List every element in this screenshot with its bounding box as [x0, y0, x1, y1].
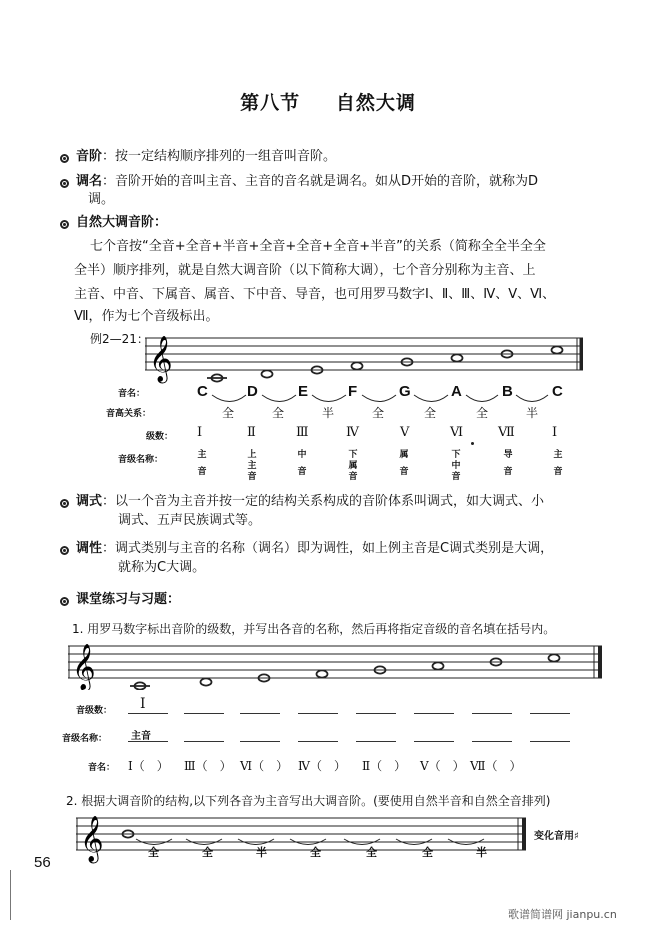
treble-clef-icon: 𝄞 — [149, 336, 173, 382]
bullet-icon — [60, 154, 69, 163]
degree-name: 中 音 — [297, 450, 307, 477]
degree: Ⅰ — [552, 425, 558, 440]
answer-line[interactable] — [298, 741, 338, 742]
note-name: E — [298, 383, 309, 400]
bullet-icon — [60, 220, 69, 229]
step-label: 半 — [322, 406, 335, 420]
label-degree: 音级数： — [76, 706, 113, 716]
step-label: 全 — [424, 406, 437, 420]
step-label: 半 — [526, 406, 539, 420]
answer-line[interactable] — [240, 741, 280, 742]
example-staff — [145, 334, 585, 384]
bracket-blank[interactable]: Ⅵ（ ） — [240, 759, 289, 773]
label-degree-name: 音级名称： — [62, 734, 108, 744]
treble-clef-icon: 𝄞 — [72, 644, 96, 690]
example-label: 例2—21： — [90, 332, 149, 346]
bullet-icon — [60, 179, 69, 188]
paragraph-line: 主音、中音、下属音、属音、下中音、导音，也可用罗马数字Ⅰ、Ⅱ、Ⅲ、Ⅳ、Ⅴ、Ⅵ、 — [74, 287, 556, 302]
answer-degree: Ⅰ — [140, 696, 146, 712]
bullet-icon — [60, 499, 69, 508]
scale-definition — [76, 148, 336, 166]
note-name: B — [502, 383, 513, 400]
section-title — [0, 88, 656, 115]
bullet-icon — [60, 546, 69, 555]
step-label: 全 — [310, 846, 321, 859]
watermark: 歌谱简谱网 jianpu.cn — [508, 908, 617, 921]
degree: Ⅴ — [400, 425, 410, 440]
answer-line[interactable] — [472, 741, 512, 742]
definition-line: ：调式类别与主音的名称（调名）即为调性，如上例主音是C调式类别是大调， — [102, 541, 554, 556]
label-note-name: 音名： — [88, 763, 116, 773]
degree: Ⅵ — [450, 425, 464, 440]
note-name: G — [399, 383, 411, 400]
answer-line[interactable] — [184, 713, 224, 714]
paragraph-line: Ⅶ，作为七个音级标出。 — [74, 309, 219, 324]
bracket-blank[interactable]: Ⅴ（ ） — [420, 759, 465, 773]
bracket-blank[interactable]: Ⅲ（ ） — [184, 759, 232, 773]
answer-line[interactable] — [530, 741, 570, 742]
question-2: 2. 根据大调音阶的结构,以下列各音为主音写出大调音阶。(要使用自然半音和自然全音排列) — [66, 794, 551, 808]
bullet-icon — [60, 597, 69, 606]
note-name: D — [247, 383, 258, 400]
section-name: 自然大调 — [335, 92, 416, 114]
note-f — [352, 362, 363, 369]
definition-line: ：音阶开始的音叫主音、主音的音名就是调名。如从D开始的音阶，就称为D — [102, 174, 539, 189]
step-label: 全 — [476, 406, 489, 420]
answer-line[interactable] — [356, 713, 396, 714]
degree-name: 主 音 — [197, 450, 207, 477]
exercise2-staff — [76, 812, 528, 868]
answer-degree-name: 主音 — [131, 731, 151, 742]
answer-line[interactable] — [414, 741, 454, 742]
answer-line[interactable] — [240, 713, 280, 714]
note-name: C — [552, 383, 563, 400]
step-label: 全 — [222, 406, 235, 420]
definition-line: ：以一个音为主音并按一定的结构关系构成的音阶体系叫调式，如大调式、小 — [102, 494, 545, 509]
tonality-definition-line2: 就称为C大调。 — [118, 560, 206, 575]
row-label-relation: 音高关系： — [106, 409, 152, 419]
step-label: 全 — [272, 406, 285, 420]
step-label: 全 — [366, 846, 377, 859]
definition: ：按一定结构顺序排列的一组音叫音阶。 — [102, 149, 337, 164]
degree-name: 属 音 — [399, 450, 409, 477]
step-label: 半 — [256, 846, 267, 859]
note-a — [452, 354, 463, 361]
degree-name: 下 中 音 — [451, 450, 461, 482]
note-name: C — [197, 383, 208, 400]
degree: Ⅰ — [197, 425, 203, 440]
degree: Ⅶ — [498, 425, 515, 440]
answer-line[interactable] — [298, 713, 338, 714]
paragraph-line: 全半）顺序排列，就是自然大调音阶（以下简称大调），七个音分别称为主音、上 — [74, 263, 536, 278]
degree: Ⅱ — [247, 425, 256, 440]
term: 调性 — [76, 541, 103, 556]
page-number: 56 — [34, 854, 51, 871]
step-label: 全 — [202, 846, 213, 859]
answer-line[interactable] — [128, 741, 168, 742]
degree-name: 导 音 — [503, 450, 513, 477]
answer-line[interactable] — [128, 713, 168, 714]
tonality-definition — [76, 540, 553, 558]
term: 音阶 — [76, 149, 103, 164]
note-c-high — [552, 346, 563, 353]
paragraph-line: 七个音按“全音+全音+半音+全音+全音+全音+半音”的关系（简称全全半全全 — [90, 239, 546, 254]
step-label: 全 — [422, 846, 433, 859]
degree: Ⅲ — [296, 425, 309, 440]
answer-line[interactable] — [356, 741, 396, 742]
note-name: F — [348, 383, 358, 400]
row-label-names: 音名： — [118, 389, 146, 399]
section-number: 第八节 — [240, 92, 301, 114]
exercise-heading: 课堂练习与习题： — [76, 592, 181, 607]
row-label-degree: 级数： — [146, 432, 174, 442]
degree-name: 上 主 音 — [247, 450, 257, 482]
step-label: 全 — [148, 846, 159, 859]
bracket-blank[interactable]: Ⅱ（ ） — [362, 759, 407, 773]
answer-line[interactable] — [414, 713, 454, 714]
answer-line[interactable] — [184, 741, 224, 742]
note-name: A — [451, 383, 462, 400]
term: 调式 — [76, 494, 103, 509]
natural-major-heading: 自然大调音阶： — [76, 215, 168, 230]
tonic-definition — [76, 173, 538, 191]
term: 调名 — [76, 174, 103, 189]
degree-name: 主 音 — [553, 450, 563, 477]
accidental-note: 变化音用♯ — [534, 831, 579, 842]
row-label-degree-name: 音级名称： — [118, 455, 164, 465]
bracket-blank[interactable]: Ⅰ（ ） — [128, 759, 169, 773]
tonic-definition-line2: 调。 — [88, 192, 115, 207]
margin-rule — [10, 870, 11, 920]
mode-definition-line2: 调式、五声民族调式等。 — [118, 513, 262, 528]
answer-line[interactable] — [530, 713, 570, 714]
question-1: 1. 用罗马数字标出音阶的级数，并写出各音的名称，然后再将指定音级的音名填在括号内。 — [72, 622, 556, 636]
exercise1-staff — [68, 642, 604, 690]
mode-definition — [76, 493, 544, 511]
note-d — [262, 370, 273, 377]
degree: Ⅳ — [346, 425, 359, 440]
treble-clef-icon: 𝄞 — [80, 816, 104, 862]
dot-mark — [471, 442, 474, 445]
bracket-blank[interactable]: Ⅶ（ ） — [470, 759, 522, 773]
bracket-blank[interactable]: Ⅳ（ ） — [298, 759, 346, 773]
degree-name: 下 属 音 — [348, 450, 358, 482]
answer-line[interactable] — [472, 713, 512, 714]
step-label: 全 — [372, 406, 385, 420]
step-label: 半 — [476, 846, 487, 859]
